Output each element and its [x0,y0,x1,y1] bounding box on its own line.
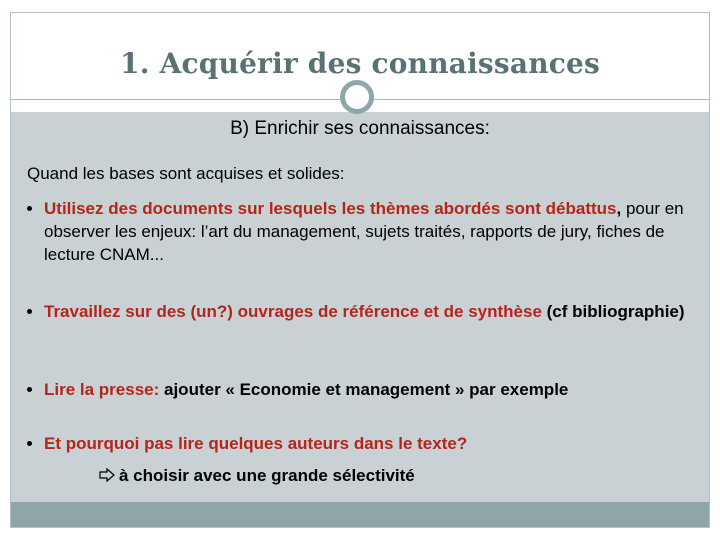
section-subtitle: B) Enrichir ses connaissances: [230,118,490,139]
bullet-dot-icon [27,387,32,392]
bullet-highlight: Lire la presse: [44,380,160,399]
intro-text: Quand les bases sont acquises et solides: [27,164,345,183]
bullet-dot-icon [27,441,32,446]
bullet-item-auteurs [27,432,687,455]
slide-title: 1. Acquérir des connaissances [120,47,600,80]
bullet-text [44,378,687,401]
bullet-text [44,197,687,266]
divider-circle-icon [340,80,374,114]
bullet-rest: ajouter « Economie et management » par exemple [159,380,569,399]
bullet-item-ouvrages [27,300,687,323]
bullet-rest: pour en observer les enjeux: l’art du management, sujets traités, rapports de jury, fiches de lecture CNAM... [44,199,684,264]
bullet-item-presse [27,378,687,401]
arrow-right-icon [99,466,115,486]
bullet-text [44,432,687,455]
bullet-highlight: Utilisez des documents sur lesquels les thèmes abordés sont débattus [44,199,617,218]
bullet-highlight: Et pourquoi pas lire quelques auteurs dans le texte? [44,434,468,453]
content-area [11,112,709,502]
bullet-item-documents [27,197,687,266]
bullet-dot-icon [27,309,32,314]
bullet-text [44,300,687,323]
bullet-dot-icon [27,206,32,211]
selectivity-note [99,466,415,486]
bullet-highlight: Travaillez sur des (un?) ouvrages de référence et de synthèse [44,302,542,321]
bullet-comma: , [616,199,622,218]
bullet-rest: (cf bibliographie) [541,302,685,321]
footer-bar [11,502,709,527]
selectivity-text: à choisir avec une grande sélectivité [119,466,415,485]
